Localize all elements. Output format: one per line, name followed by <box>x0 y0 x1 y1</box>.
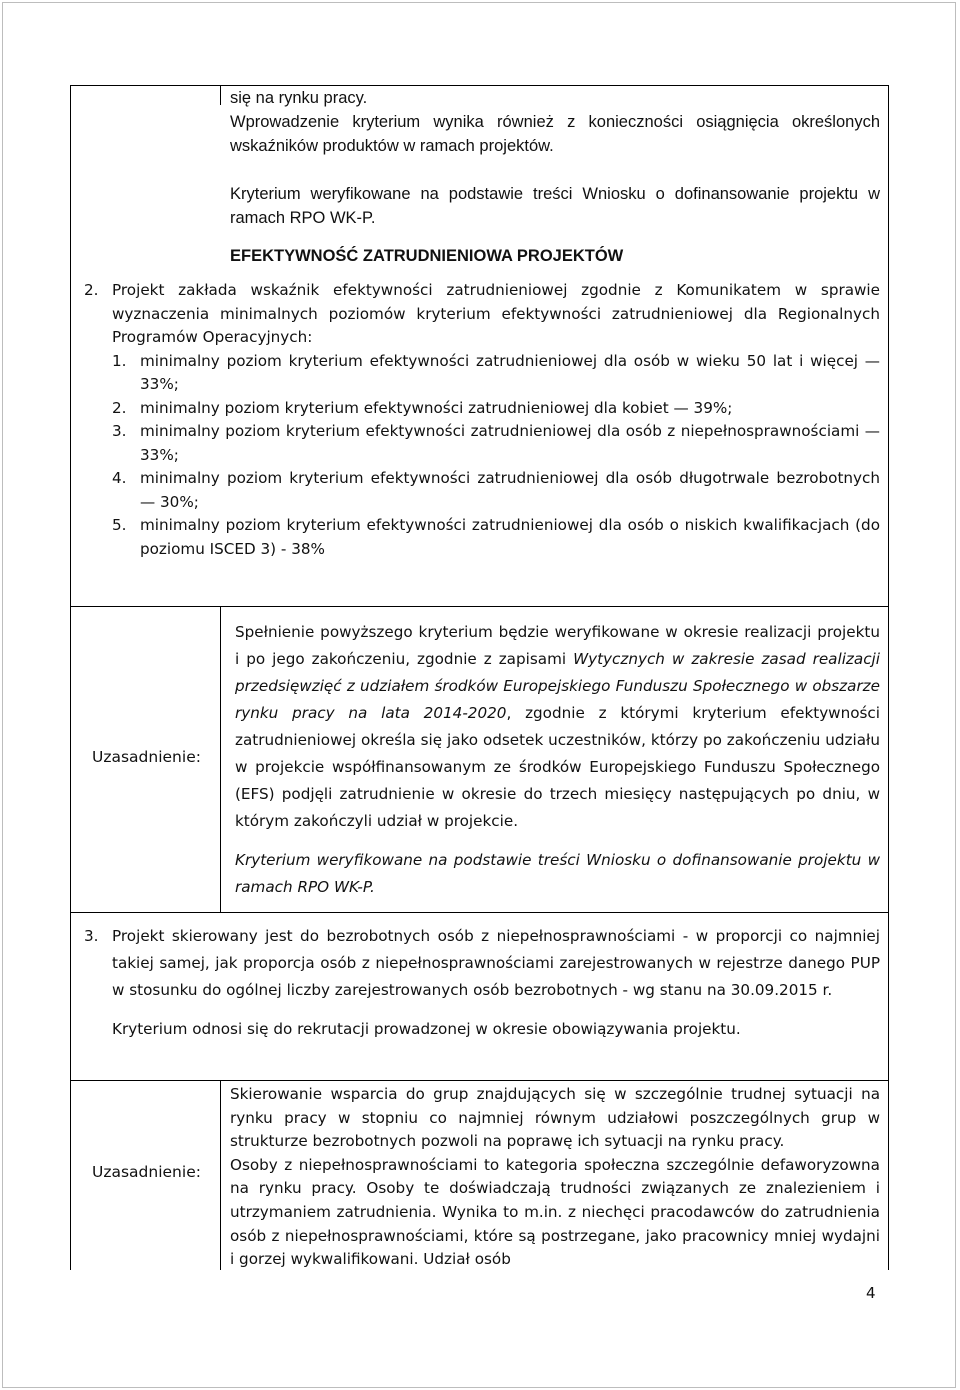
table-border-left <box>70 85 71 1270</box>
column-divider-3 <box>220 1080 221 1270</box>
criterion-3 <box>84 923 880 1043</box>
verification-note: Kryterium weryfikowane na podstawie treści Wniosku o dofinansowanie projektu w ramach RPO WK-P. <box>235 851 880 896</box>
row-divider-3 <box>70 1080 889 1081</box>
list-number: 1. <box>112 351 127 370</box>
text-line: się na rynku pracy. <box>230 89 368 107</box>
list-item: minimalny poziom kryterium efektywności zatrudnieniowej dla osób w wieku 50 lat i więcej — 33%; <box>140 351 880 393</box>
top-cell <box>230 86 880 268</box>
section-heading: EFEKTYWNOŚĆ ZATRUDNIENIOWA PROJEKTÓW <box>230 247 624 265</box>
list-item: minimalny poziom kryterium efektywności zatrudnieniowej dla osób o niskich kwalifikacjach (do poziomu ISCED 3) - 38% <box>140 516 880 558</box>
justification-label: Uzasadnienie: <box>92 748 201 766</box>
list-number: 4. <box>112 469 127 487</box>
justification-paragraph: Osoby z niepełnosprawnościami to kategoria społeczna szczególnie defaworyzowna na rynku pracy. Osoby te doświadczają trudności związanych ze znalezieniem i utrzymaniem zatrudnienia. Wynika to m.in. z niechęci pracodawców do zatrudnienia osób z niepełnosprawnościami, które są postrzegane, jako pracownicy mniej wydajni i gorzej wykwalifikowani. Udział osób <box>230 1155 880 1269</box>
justification-paragraph: Spełnienie powyższego kryterium będzie weryfikowane w okresie realizacji projektu i po jego zakończeniu, zgodnie z zapisami Wytycznych w zakresie zasad realizacji przedsięwzięć z udziałem środków Europejskiego Funduszu Społecznego w obszarze rynku pracy na lata 2014-2020, zgodnie z którymi kryterium efektywności zatrudnieniowej określa się jako odsetek uczestników, którzy po zakończeniu udziału w projekcie współfinansowanym ze środków Europejskiego Funduszu Społecznego (EFS) podjęli zatrudnienie w okresie do trzech miesięcy następujących po dniu, w którym zakończyli udział w projekcie. <box>235 623 880 830</box>
row-divider-2 <box>70 912 889 913</box>
justification-3-text <box>230 1083 880 1272</box>
list-number: 5. <box>112 516 127 534</box>
criterion-number: 3. <box>84 927 99 945</box>
criterion-2 <box>84 279 880 561</box>
criterion-text: Projekt skierowany jest do bezrobotnych osób z niepełnosprawnościami - w proporcji co najmniej takiej samej, jak proporcja osób z niepełnosprawnościami zarejestrowanych w rejestrze danego PUP w stosunku do ogólnej liczby zarejestrowanych osób bezrobotnych - wg stanu na 30.09.2015 r. <box>112 927 880 999</box>
list-number: 2. <box>112 398 127 417</box>
table-border-right <box>888 85 889 1270</box>
criterion-number: 2. <box>84 281 99 299</box>
verification-note: Kryterium weryfikowane na podstawie treści Wniosku o dofinansowanie projektu w ramach RPO WK-P. <box>230 185 880 227</box>
justification-2-text <box>235 619 880 901</box>
justification-paragraph: Skierowanie wsparcia do grup znajdujących się w szczególnie trudnej sytuacji na rynku pracy w stopniu co najmniej równym udziałowi poszczególnych grup w strukturze bezrobotnych pozwoli na poprawę ich sytuacji na rynku pracy. <box>230 1085 880 1151</box>
criterion-text: Projekt zakłada wskaźnik efektywności zatrudnieniowej zgodnie z Komunikatem w sprawie wyznaczenia minimalnych poziomów kryterium efektywności zatrudnieniowej dla Regionalnych Programów Operacyjnych: <box>112 281 880 346</box>
column-divider-2 <box>220 606 221 912</box>
list-item: minimalny poziom kryterium efektywności zatrudnieniowej dla osób z niepełnosprawnościami — 33%; <box>140 422 880 464</box>
list-item: minimalny poziom kryterium efektywności zatrudnieniowej dla osób długotrwale bezrobotnych — 30%; <box>140 469 880 511</box>
list-number: 3. <box>112 422 127 440</box>
column-divider-1 <box>220 85 221 105</box>
justification-label: Uzasadnienie: <box>92 1163 201 1181</box>
page-number: 4 <box>866 1284 876 1302</box>
text-line: Wprowadzenie kryterium wynika również z konieczności osiągnięcia określonych wskaźników produktów w ramach projektów. <box>230 113 880 155</box>
row-divider-1 <box>70 606 889 607</box>
list-item: minimalny poziom kryterium efektywności zatrudnieniowej dla kobiet — 39%; <box>140 398 733 417</box>
criterion-note: Kryterium odnosi się do rekrutacji prowadzonej w okresie obowiązywania projektu. <box>112 1020 741 1038</box>
